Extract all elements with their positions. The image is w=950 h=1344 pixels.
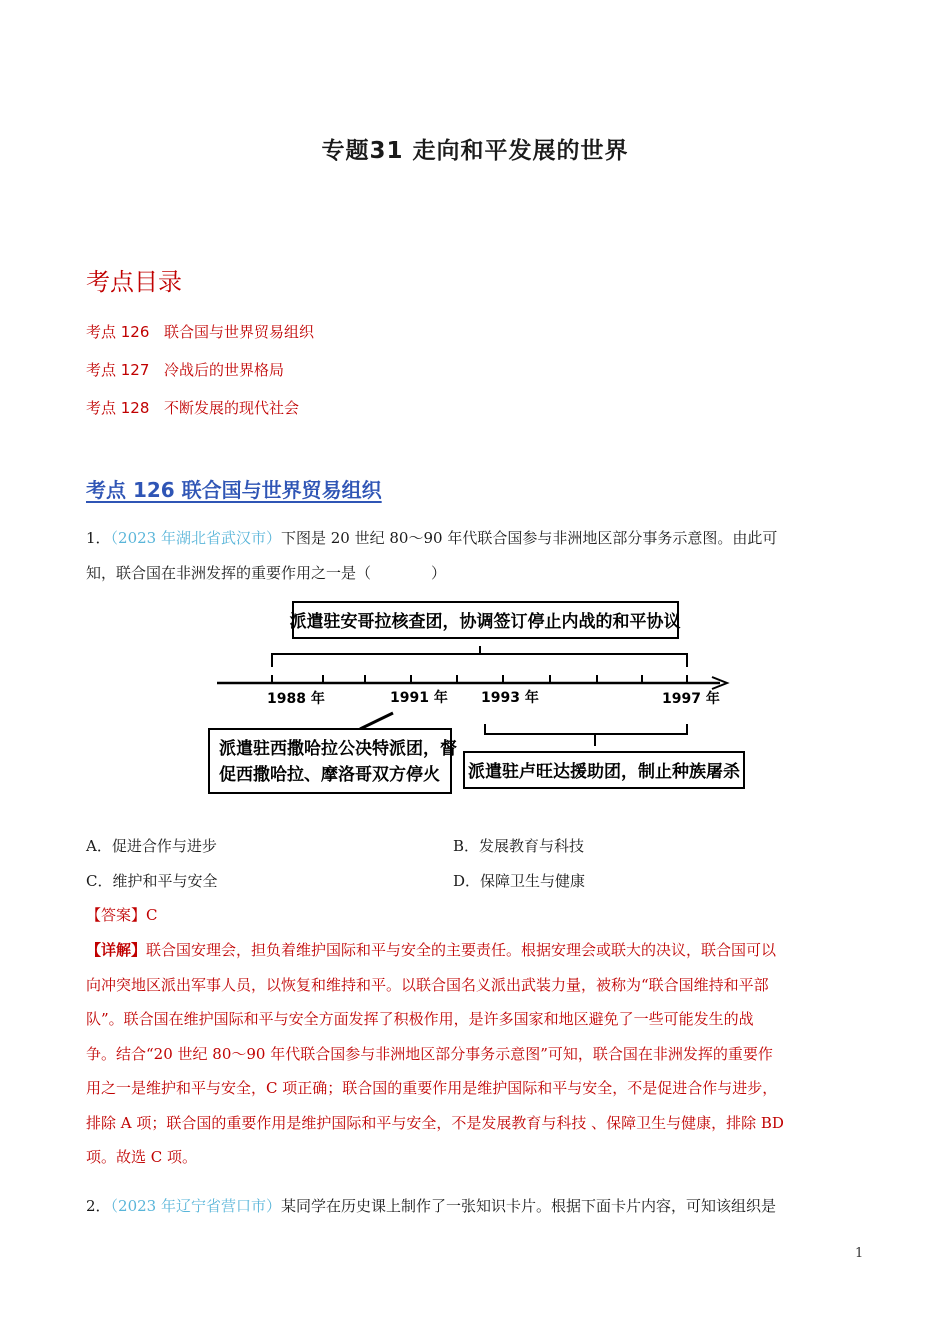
answer-line: 【答案】C <box>86 906 158 924</box>
page-title: 专题31 走向和平发展的世界 <box>321 138 629 164</box>
explanation-line: 联合国安理会，担负着维护国际和平与安全的主要责任。根据安理会或联大的决议，联合国可以 <box>146 941 777 959</box>
question-stem-line: 知，联合国在非洲发挥的重要作用之一是（ ） <box>86 564 447 582</box>
toc-item-number: 考点 126 <box>86 323 150 341</box>
explanation <box>86 933 866 1175</box>
question-2-stem <box>86 1189 866 1224</box>
question-source: （2023 年湖北省武汉市） <box>110 529 281 547</box>
right-event-text: 派遣驻卢旺达援助团，制止种族屠杀 <box>468 762 740 782</box>
year-1993: 1993 年 <box>481 690 539 706</box>
toc-item-128[interactable] <box>86 397 299 418</box>
explanation-line: 项。故选 C 项。 <box>86 1148 198 1166</box>
left-event-line2: 促西撒哈拉、摩洛哥双方停火 <box>219 765 440 785</box>
toc-item-number: 考点 128 <box>86 399 150 417</box>
option-b[interactable]: B．发展教育与科技 <box>453 837 585 855</box>
option-c[interactable]: C．维护和平与安全 <box>86 872 218 890</box>
question-stem-line: 某同学在历史课上制作了一张知识卡片。根据下面卡片内容，可知该组织是 <box>281 1197 777 1215</box>
bottom-bracket <box>485 724 687 734</box>
question-stem-line: 下图是 20 世纪 80～90 年代联合国参与非洲地区部分事务示意图。由此可 <box>281 529 778 547</box>
year-1997: 1997 年 <box>662 691 720 707</box>
year-1991: 1991 年 <box>390 690 448 706</box>
explanation-line: 队”。联合国在维护国际和平与安全方面发挥了积极作用，是许多国家和地区避免了一些可能发生的战 <box>86 1010 754 1028</box>
section-heading[interactable]: 考点 126 联合国与世界贸易组织 <box>86 478 382 502</box>
toc-item-number: 考点 127 <box>86 361 150 379</box>
toc-heading: 考点目录 <box>86 268 182 296</box>
option-d[interactable]: D．保障卫生与健康 <box>453 872 586 890</box>
timeline-diagram <box>205 596 745 798</box>
question-number: 2． <box>86 1197 111 1215</box>
explanation-line: 排除 A 项；联合国的重要作用是维护国际和平与安全，不是发展教育与科技 、保障卫生与健康，排除 BD <box>86 1113 784 1132</box>
question-1-stem <box>86 521 866 591</box>
top-event-text: 派遣驻安哥拉核查团，协调签订停止内战的和平协议 <box>289 612 681 632</box>
question-source: （2023 年辽宁省营口市） <box>110 1197 281 1215</box>
explanation-line: 向冲突地区派出军事人员，以恢复和维持和平。以联合国名义派出武装力量，被称为“联合国维持和平部 <box>86 975 769 994</box>
year-1988: 1988 年 <box>267 691 325 707</box>
left-event-line1: 派遣驻西撒哈拉公决特派团，督 <box>219 739 457 759</box>
toc-item-label: 不断发展的现代社会 <box>164 399 300 417</box>
toc-item-126[interactable] <box>86 321 314 342</box>
pointer-line <box>360 713 393 729</box>
explanation-label: 【详解】 <box>86 941 147 959</box>
explanation-line: 用之一是维护和平与安全，C 项正确；联合国的重要作用是维护国际和平与安全，不是促进合作与进步， <box>86 1079 778 1097</box>
question-number: 1． <box>86 529 111 547</box>
toc-item-127[interactable] <box>86 359 284 380</box>
toc-item-label: 联合国与世界贸易组织 <box>164 323 315 341</box>
page-number: 1 <box>855 1246 864 1261</box>
top-bracket <box>272 654 687 667</box>
explanation-line: 争。结合“20 世纪 80～90 年代联合国参与非洲地区部分事务示意图”可知，联合国在非洲发挥的重要作 <box>86 1044 773 1063</box>
toc-item-label: 冷战后的世界格局 <box>164 361 285 379</box>
option-a[interactable]: A．促进合作与进步 <box>86 837 217 855</box>
